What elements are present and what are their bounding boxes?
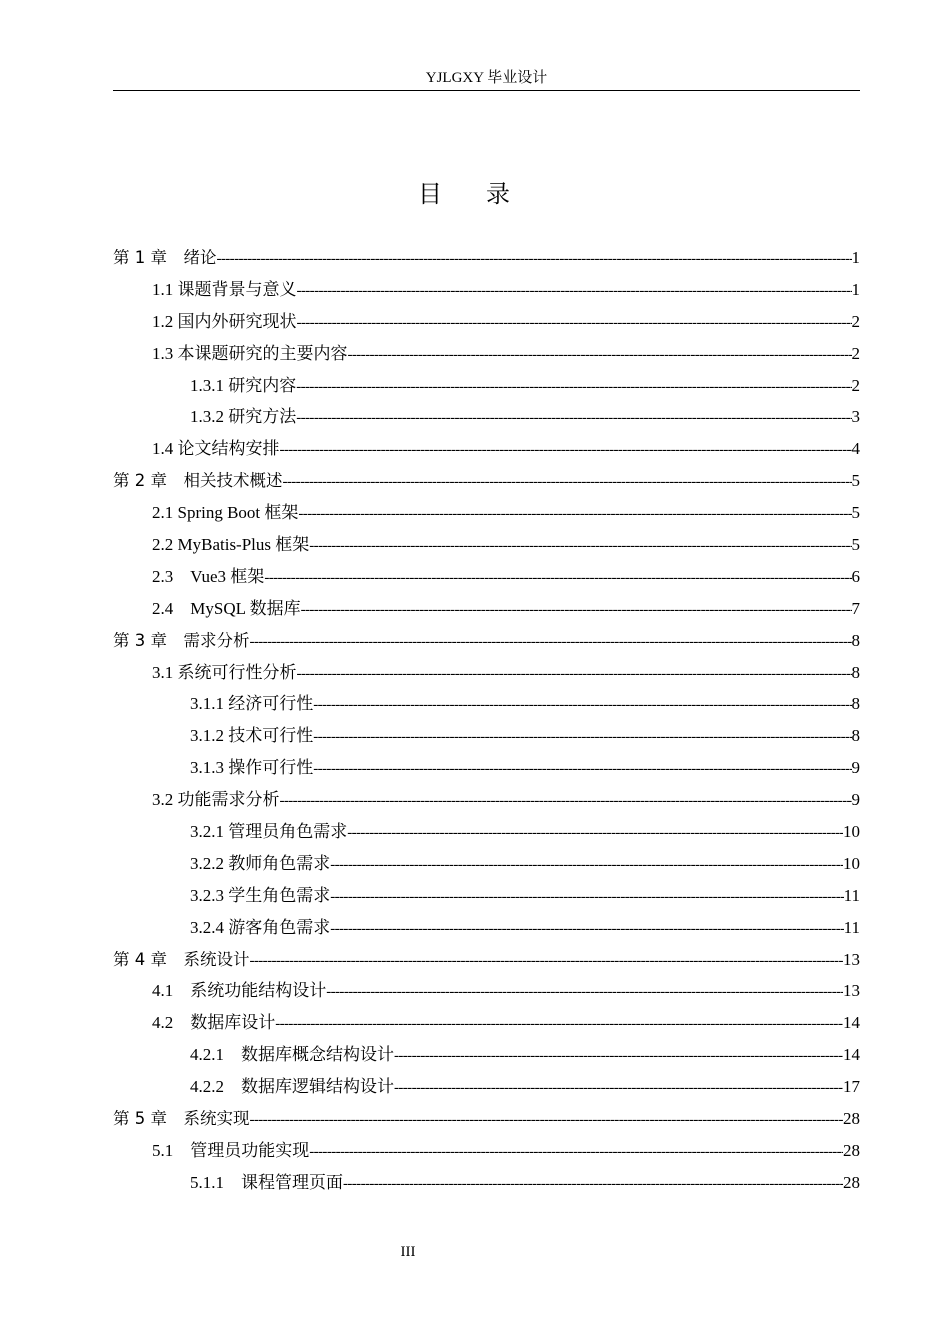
toc-entry[interactable] — [113, 625, 860, 657]
toc-leader — [250, 1105, 844, 1135]
toc-entry-title: 1.2 国内外研究现状 — [152, 311, 297, 331]
toc-entry-page: 2 — [851, 343, 860, 363]
toc-entry[interactable] — [113, 433, 860, 465]
toc-entry-page: 5 — [851, 471, 860, 491]
toc-entry-page: 8 — [851, 726, 860, 746]
toc-title: 目录 — [418, 180, 554, 208]
toc-entry-title: 第 1 章 绪论 — [113, 248, 217, 267]
toc-entry-page: 28 — [843, 1140, 860, 1160]
toc-entry[interactable] — [113, 401, 860, 433]
toc-leader — [313, 722, 851, 752]
toc-leader — [283, 467, 852, 497]
toc-entry-page: 2 — [851, 311, 860, 331]
toc-entry[interactable] — [113, 816, 860, 848]
toc-entry[interactable] — [113, 1039, 860, 1071]
toc-entry-page: 13 — [843, 981, 860, 1001]
toc-entry-title: 2.3 Vue3 框架 — [152, 566, 265, 586]
toc-entry-title: 4.2.2 数据库逻辑结构设计 — [190, 1077, 394, 1097]
toc-leader — [313, 690, 851, 720]
table-of-contents — [113, 242, 860, 1199]
toc-leader — [296, 403, 851, 433]
toc-entry-page: 8 — [851, 630, 860, 650]
toc-entry-page: 10 — [843, 853, 860, 873]
toc-leader — [347, 818, 843, 848]
toc-entry-title: 3.2.3 学生角色需求 — [190, 885, 331, 905]
toc-leader — [394, 1073, 843, 1103]
toc-leader — [297, 659, 852, 689]
toc-entry[interactable] — [113, 720, 860, 752]
toc-entry-title: 2.1 Spring Boot 框架 — [152, 503, 299, 523]
toc-entry-page: 28 — [843, 1172, 860, 1192]
toc-entry-page: 4 — [851, 439, 860, 459]
toc-leader — [330, 850, 843, 880]
toc-entry[interactable] — [113, 593, 860, 625]
toc-entry-title: 3.2.2 教师角色需求 — [190, 853, 331, 873]
toc-entry[interactable] — [113, 657, 860, 689]
toc-entry[interactable] — [113, 1007, 860, 1039]
toc-entry-page: 1 — [851, 279, 860, 299]
toc-entry[interactable] — [113, 784, 860, 816]
page-number: III — [400, 1244, 416, 1260]
toc-entry-title: 3.1.2 技术可行性 — [190, 726, 314, 746]
toc-entry-page: 5 — [851, 503, 860, 523]
toc-leader — [343, 1169, 843, 1199]
toc-entry-page: 11 — [843, 885, 860, 905]
toc-entry-title: 3.2.1 管理员角色需求 — [190, 822, 348, 842]
toc-entry-title: 4.1 系统功能结构设计 — [152, 981, 327, 1001]
toc-leader — [280, 435, 852, 465]
toc-entry[interactable] — [113, 338, 860, 370]
toc-leader — [297, 276, 852, 306]
toc-entry-title: 第 5 章 系统实现 — [113, 1109, 250, 1129]
toc-entry[interactable] — [113, 1135, 860, 1167]
toc-entry-page: 17 — [843, 1077, 860, 1097]
toc-entry-page: 8 — [851, 694, 860, 714]
toc-leader — [275, 1009, 843, 1039]
toc-leader — [348, 340, 852, 370]
toc-leader — [309, 1137, 843, 1167]
toc-entry[interactable] — [113, 497, 860, 529]
toc-entry-page: 10 — [843, 822, 860, 842]
toc-entry-title: 3.2 功能需求分析 — [152, 790, 280, 810]
toc-entry-page: 1 — [851, 248, 860, 267]
toc-entry-page: 14 — [843, 1013, 860, 1033]
toc-entry-title: 第 4 章 系统设计 — [113, 949, 250, 969]
toc-entry-title: 5.1.1 课程管理页面 — [190, 1172, 343, 1192]
toc-leader — [296, 372, 851, 402]
toc-entry[interactable] — [113, 242, 860, 274]
toc-entry-title: 5.1 管理员功能实现 — [152, 1140, 310, 1160]
toc-entry[interactable] — [113, 1103, 860, 1135]
toc-entry-title: 3.1.3 操作可行性 — [190, 758, 314, 778]
toc-entry-title: 4.2 数据库设计 — [152, 1013, 276, 1033]
toc-entry-title: 1.3.1 研究内容 — [190, 375, 297, 395]
toc-entry-page: 7 — [851, 598, 860, 618]
toc-entry-page: 6 — [851, 566, 860, 586]
toc-leader — [313, 754, 851, 784]
toc-leader — [326, 977, 843, 1007]
toc-entry[interactable] — [113, 465, 860, 497]
toc-entry-title: 1.1 课题背景与意义 — [152, 279, 297, 299]
toc-leader — [280, 786, 852, 816]
toc-leader — [301, 595, 852, 625]
toc-entry[interactable] — [113, 975, 860, 1007]
toc-entry-page: 2 — [851, 375, 860, 395]
toc-entry[interactable] — [113, 1167, 860, 1199]
toc-leader — [250, 627, 852, 657]
toc-entry-title: 第 3 章 需求分析 — [113, 630, 250, 650]
toc-entry-title: 2.2 MyBatis-Plus 框架 — [152, 535, 310, 555]
toc-entry-page: 9 — [851, 790, 860, 810]
toc-entry[interactable] — [113, 944, 860, 976]
toc-leader — [309, 531, 851, 561]
toc-leader — [250, 946, 844, 976]
toc-entry-page: 3 — [851, 407, 860, 427]
toc-entry-page: 14 — [843, 1045, 860, 1065]
toc-entry-page: 8 — [851, 662, 860, 682]
running-header: YJLGXY 毕业设计 — [425, 70, 548, 86]
toc-entry[interactable] — [113, 274, 860, 306]
header-rule — [113, 90, 860, 91]
toc-entry-title: 4.2.1 数据库概念结构设计 — [190, 1045, 394, 1065]
toc-entry-title: 第 2 章 相关技术概述 — [113, 471, 283, 491]
toc-entry-title: 3.2.4 游客角色需求 — [190, 917, 331, 937]
toc-entry[interactable] — [113, 306, 860, 338]
toc-entry[interactable] — [113, 688, 860, 720]
toc-leader — [264, 563, 851, 593]
toc-leader — [394, 1041, 843, 1071]
toc-entry[interactable] — [113, 880, 860, 912]
toc-leader — [297, 308, 852, 338]
toc-entry[interactable] — [113, 561, 860, 593]
toc-leader — [217, 244, 852, 274]
toc-entry-page: 13 — [843, 949, 860, 969]
toc-entry[interactable] — [113, 912, 860, 944]
toc-entry[interactable] — [113, 370, 860, 402]
toc-leader — [330, 914, 843, 944]
toc-entry-title: 1.3 本课题研究的主要内容 — [152, 343, 348, 363]
toc-entry-title: 2.4 MySQL 数据库 — [152, 598, 301, 618]
toc-entry[interactable] — [113, 752, 860, 784]
toc-entry-page: 28 — [843, 1109, 860, 1129]
toc-entry[interactable] — [113, 529, 860, 561]
toc-entry-title: 3.1 系统可行性分析 — [152, 662, 297, 682]
toc-entry-page: 11 — [843, 917, 860, 937]
toc-entry-title: 3.1.1 经济可行性 — [190, 694, 314, 714]
toc-leader — [330, 882, 843, 912]
toc-leader — [298, 499, 851, 529]
toc-entry-page: 9 — [851, 758, 860, 778]
toc-entry[interactable] — [113, 1071, 860, 1103]
toc-entry[interactable] — [113, 848, 860, 880]
toc-entry-title: 1.4 论文结构安排 — [152, 439, 280, 459]
toc-entry-title: 1.3.2 研究方法 — [190, 407, 297, 427]
toc-entry-page: 5 — [851, 535, 860, 555]
